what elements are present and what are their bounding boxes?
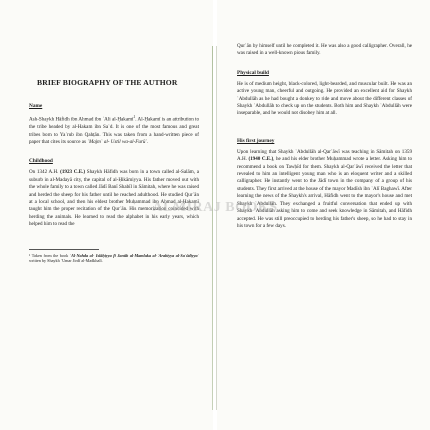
physical-paragraph: He is of medium height, black-colored, light-bearded, and muscular built. He was an active young man, cheerful and outgoing. He provided an excellent aid for Shaykh ʿAbdullāh as he had bought a donkey to ride and move about the different classes of Shaykh ʿAbdullāh to check up on the students. Both him and Shaykh ʿAbdullāh were inseparable, and he would not disobey him at all.: [237, 80, 412, 117]
watermark: ALMIRAJ BOOKS: [152, 200, 278, 215]
name-section: [29, 103, 199, 146]
childhood-section: [29, 158, 199, 228]
journey-text-a: Upon learning that Shaykh ʿAbdullāh al-Qarʿāwī was teaching in Sāmitah on 1359 A.H.: [237, 148, 412, 163]
name-text-b: . Al-Ḥakamī is an attribution to the tribe headed by al-Hakam ibn Saʿd. It is one of the most famous and great tribes born to Yaʿrub ibn Qahṭān. This was taken from a hand-written piece of paper that cites its source as: [29, 116, 199, 145]
footnote-marker: 1: [133, 115, 136, 119]
page-title: BRIEF BIOGRAPHY OF THE AUTHOR: [37, 78, 178, 87]
childhood-text-a: On 1342 A.H.: [29, 169, 61, 176]
footnote-book: Al-Nahda al- Islāḥiyya fī Janūb al-Mamlaka al-ʿArabiyya al-Saʿūdiyya: [71, 252, 198, 258]
right-page: [217, 0, 430, 430]
name-heading: Name: [29, 103, 43, 109]
physical-section: [237, 70, 412, 118]
footnote-text-a: ¹ Taken from the book ʿ: [29, 252, 72, 258]
footnote-text-b: ʾ written by Shaykh ʿUmar Jirdī al-Madkhalī.: [29, 252, 199, 264]
name-paragraph: [29, 114, 199, 146]
journey-heading: His first journey: [237, 137, 275, 144]
childhood-date: (1923 C.E.): [60, 169, 86, 176]
intro-paragraph: Qurʾān by himself until he completed it. He was also a good calligrapher. Overall, he was raised in a well-known pious family.: [237, 43, 412, 57]
childhood-text-b: Shaykh Hāfidh was born in a town called al-Salām, a suburb in al-Madayā city, the capital of al-Ḥikāmiyya. His father moved out with the whole family to a town called Jādī Banī Shabīl in Sāmitah, where he was raised and herded the sheep for his father until he reached adulthood. He studied Qurʾān at a local school, and then his eldest brother Muḥammad ibn Aḥmad al-Ḥakamī taught him the proper recitation of the Qurʾān. His memorization coincided with herding the animals. He learned to read the alphabet in his early years, which helped him to read the: [29, 169, 199, 228]
childhood-heading: Childhood: [29, 158, 53, 165]
journey-section: [237, 138, 412, 230]
left-page: [0, 0, 213, 430]
journey-text-b: , he and his elder brother Muḥammad wrote a letter. Asking him to recommend a book on Tawḥīd for them. Shaykh al-Qarʿāwī received the letter that revealed to him an intelligent young man who is an eloquent writer and a skilled calligrapher. He instantly went to the Jādī town in the company of a group of his students. They first arrived at the house of the mayor Madīsh ibn ʿAlī Baghawī. After learning the news of the Shaykh's arrival, Hāfidh went to the mayor's house and met Shaykh ʿAbdullāh. They exchanged a fruitful conversation that ended up with Shaykh ʿAbdullāh asking him to come and seek knowledge in Sāmitah, and Hāfidh accepted. He was still preoccupied to herding his father's sheep, so he had to stay in his town for a few days.: [237, 156, 412, 229]
name-source: ʿMajmʿ al- Ustil wa-al-Furūʿ: [87, 138, 148, 145]
footnote-rule: [29, 249, 99, 250]
journey-paragraph: [237, 149, 412, 230]
footnote: [29, 253, 199, 264]
journey-date: (1940 C.E.): [248, 156, 274, 163]
name-text-a: Ash-Shaykh Hāfidh ibn Ahmad ibn ʿAli al-Ḥakamī: [29, 116, 134, 123]
name-text-c: .: [147, 138, 149, 145]
physical-heading: Physical build: [237, 69, 269, 76]
childhood-paragraph: [29, 169, 199, 228]
gutter-line: [212, 46, 213, 410]
